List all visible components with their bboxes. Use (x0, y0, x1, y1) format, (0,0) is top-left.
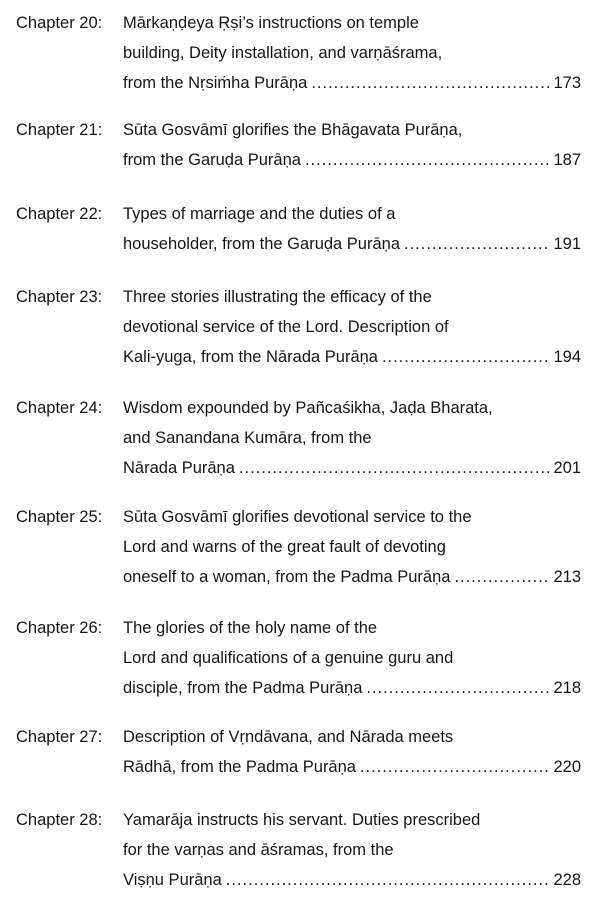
chapter-title-line: Sūta Gosvāmī glorifies devotional service to the (123, 508, 472, 526)
dot-leader (311, 68, 550, 98)
chapter-label: Chapter 25: (16, 508, 103, 526)
dot-leader (226, 865, 551, 895)
chapter-title-final-line (123, 229, 581, 259)
page-number: 187 (553, 151, 581, 169)
chapter-label: Chapter 22: (16, 205, 103, 223)
chapter-title-line: Mārkaṇḍeya Ṛṣi’s instructions on temple (123, 14, 419, 32)
page-number: 228 (553, 871, 581, 889)
chapter-title-final-line (123, 673, 581, 703)
chapter-title-final-line (123, 752, 581, 782)
chapter-title-line: Nārada Purāṇa (123, 459, 235, 477)
chapter-label: Chapter 27: (16, 728, 103, 746)
chapter-title-line: Kali-yuga, from the Nārada Purāṇa (123, 348, 378, 366)
chapter-title-line: Rādhā, from the Padma Purāṇa (123, 758, 356, 776)
dot-leader (239, 453, 551, 483)
chapter-title-line: and Sanandana Kumāra, from the (123, 429, 372, 447)
page-number: 220 (553, 758, 581, 776)
dot-leader (366, 673, 550, 703)
chapter-title-line: householder, from the Garuḍa Purāṇa (123, 235, 401, 253)
dot-leader (382, 342, 551, 372)
chapter-title-line: from the Garuḍa Purāṇa (123, 151, 301, 169)
chapter-label: Chapter 24: (16, 399, 103, 417)
page-number: 173 (553, 74, 581, 92)
chapter-title-line: Lord and qualifications of a genuine guru and (123, 649, 454, 667)
chapter-title-line: disciple, from the Padma Purāṇa (123, 679, 363, 697)
chapter-title-line: Sūta Gosvāmī glorifies the Bhāgavata Purāṇa, (123, 121, 463, 139)
chapter-title-line: The glories of the holy name of the (123, 619, 378, 637)
chapter-title-line: Wisdom expounded by Pañcaśikha, Jaḍa Bharata, (123, 399, 493, 417)
chapter-title-final-line (123, 342, 581, 372)
chapter-title-final-line (123, 68, 581, 98)
chapter-title-line: Three stories illustrating the efficacy of the (123, 288, 432, 306)
dot-leader (305, 145, 551, 175)
chapter-label: Chapter 21: (16, 121, 103, 139)
page-number: 191 (553, 235, 581, 253)
chapter-title-line: from the Nṛsiṁha Purāṇa (123, 74, 308, 92)
chapter-title-final-line (123, 562, 581, 592)
chapter-label: Chapter 26: (16, 619, 103, 637)
chapter-title-line: oneself to a woman, from the Padma Purāṇa (123, 568, 451, 586)
chapter-title-line: Lord and warns of the great fault of devoting (123, 538, 446, 556)
page-number: 194 (553, 348, 581, 366)
chapter-title-line: Yamarāja instructs his servant. Duties prescribed (123, 811, 481, 829)
page-number: 201 (553, 459, 581, 477)
chapter-title-final-line (123, 145, 581, 175)
chapter-label: Chapter 20: (16, 14, 103, 32)
chapter-title-line: for the varṇas and āśramas, from the (123, 841, 394, 859)
chapter-title-line: building, Deity installation, and varṇāśrama, (123, 44, 443, 62)
chapter-label: Chapter 28: (16, 811, 103, 829)
chapter-title-final-line (123, 453, 581, 483)
chapter-title-line: Types of marriage and the duties of a (123, 205, 396, 223)
chapter-label: Chapter 23: (16, 288, 103, 306)
dot-leader (454, 562, 550, 592)
chapter-title-final-line (123, 865, 581, 895)
chapter-title-line: devotional service of the Lord. Description of (123, 318, 449, 336)
page-number: 213 (553, 568, 581, 586)
chapter-title-line: Description of Vṛndāvana, and Nārada meets (123, 728, 454, 746)
dot-leader (360, 752, 551, 782)
chapter-title-line: Viṣṇu Purāṇa (123, 871, 222, 889)
dot-leader (404, 229, 550, 259)
page-number: 218 (553, 679, 581, 697)
